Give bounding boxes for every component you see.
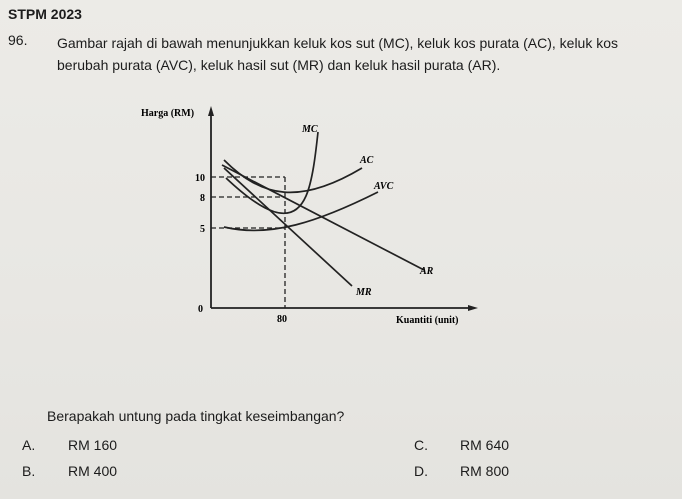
option-d-text: RM 800 [460, 463, 510, 479]
option-d-letter: D. [414, 463, 428, 479]
option-b-text: RM 400 [68, 463, 118, 479]
ar-label: AR [420, 266, 434, 277]
option-a-letter: A. [22, 437, 36, 453]
option-a[interactable] [22, 437, 117, 453]
question-stem: Gambar rajah di bawah menunjukkan keluk kos sut (MC), keluk kos purata (AC), keluk kos berubah purata (AVC), keluk hasil sut (MR) dan keluk hasil purata (AR). [57, 35, 619, 73]
mr-curve [224, 168, 352, 286]
mr-label: MR [356, 287, 372, 298]
y-tick-5: 5 [200, 224, 205, 235]
x-axis-label: Kuantiti (unit) [396, 315, 459, 326]
y-axis-arrow [208, 106, 214, 116]
ar-curve [222, 165, 424, 270]
y-tick-10: 10 [195, 173, 205, 184]
x-axis-arrow [468, 305, 478, 311]
mc-curve [226, 132, 318, 213]
origin-label: 0 [198, 304, 203, 315]
question-number: 96. [8, 32, 28, 48]
avc-curve [224, 192, 378, 230]
exam-header: STPM 2023 [8, 6, 82, 22]
avc-label: AVC [374, 181, 394, 192]
option-a-text: RM 160 [68, 437, 118, 453]
option-c-letter: C. [414, 437, 428, 453]
ac-label: AC [360, 155, 374, 166]
x-tick-80: 80 [277, 314, 287, 325]
option-c[interactable] [414, 437, 509, 453]
mc-label: MC [302, 124, 318, 135]
question-prompt: Berapakah untung pada tingkat keseimbangan? [47, 408, 345, 424]
y-axis-label: Harga (RM) [141, 108, 195, 119]
option-d[interactable] [414, 463, 509, 479]
option-b[interactable] [22, 463, 117, 479]
option-c-text: RM 640 [460, 437, 510, 453]
y-tick-8: 8 [200, 193, 205, 204]
option-b-letter: B. [22, 463, 36, 479]
